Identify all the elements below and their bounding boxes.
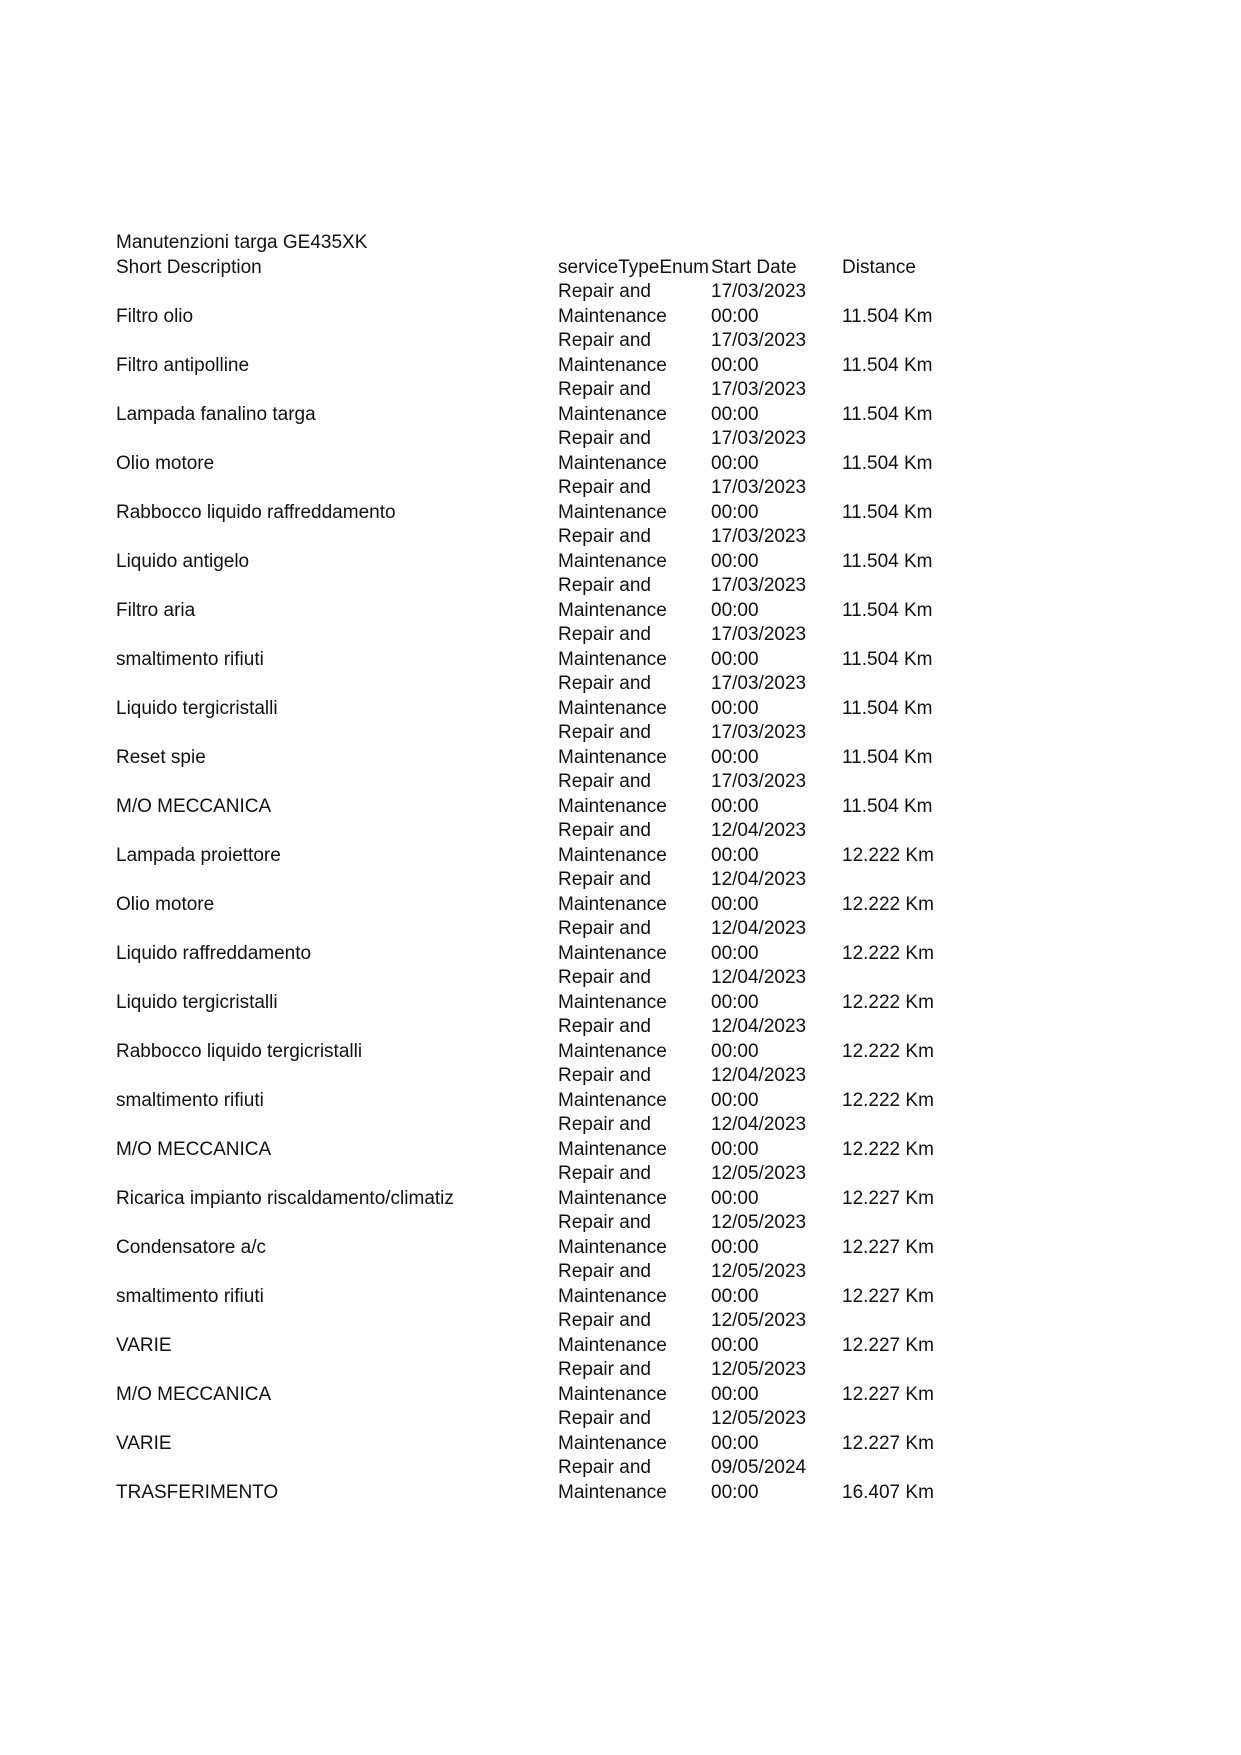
- short-description: VARIE: [116, 1432, 172, 1454]
- service-type-line2: Maintenance: [558, 1138, 667, 1160]
- start-date-day: 12/04/2023: [711, 869, 807, 890]
- table-row: [116, 819, 1016, 868]
- distance-value: 11.504 Km: [842, 501, 933, 523]
- service-type-line1: Repair and: [558, 1261, 651, 1282]
- short-description: Liquido tergicristalli: [116, 697, 278, 719]
- distance-value: 12.227 Km: [842, 1334, 934, 1356]
- start-date-day: 12/04/2023: [711, 967, 807, 988]
- service-type-line1: Repair and: [558, 330, 651, 351]
- table-row: [116, 1260, 1016, 1309]
- table-row-lower-line: [116, 1481, 1016, 1506]
- distance-value: 12.222 Km: [842, 1040, 934, 1062]
- distance-value: 11.504 Km: [842, 354, 933, 376]
- start-date-time: 00:00: [711, 354, 759, 376]
- table-row-lower-line: [116, 452, 1016, 477]
- start-date-day: 12/05/2023: [711, 1359, 807, 1380]
- table-row-upper-line: [116, 1260, 1016, 1285]
- start-date-day: 17/03/2023: [711, 673, 807, 694]
- short-description: Condensatore a/c: [116, 1236, 266, 1258]
- table-row: [116, 966, 1016, 1015]
- start-date-day: 17/03/2023: [711, 428, 807, 449]
- start-date-time: 00:00: [711, 501, 759, 523]
- table-row-lower-line: [116, 1383, 1016, 1408]
- service-type-line1: Repair and: [558, 281, 651, 302]
- service-type-line1: Repair and: [558, 624, 651, 645]
- start-date-day: 12/04/2023: [711, 1114, 807, 1135]
- service-type-line1: Repair and: [558, 1212, 651, 1233]
- distance-value: 12.227 Km: [842, 1432, 934, 1454]
- table-row-lower-line: [116, 697, 1016, 722]
- table-row-upper-line: [116, 770, 1016, 795]
- distance-value: 11.504 Km: [842, 452, 933, 474]
- table-row: [116, 525, 1016, 574]
- table-row-lower-line: [116, 305, 1016, 330]
- start-date-day: 17/03/2023: [711, 722, 807, 743]
- distance-value: 12.222 Km: [842, 844, 934, 866]
- table-row: [116, 868, 1016, 917]
- table-row-lower-line: [116, 893, 1016, 918]
- table-row-upper-line: [116, 525, 1016, 550]
- start-date-day: 12/05/2023: [711, 1212, 807, 1233]
- service-type-line2: Maintenance: [558, 1481, 667, 1503]
- start-date-day: 17/03/2023: [711, 379, 807, 400]
- table-row-upper-line: [116, 1358, 1016, 1383]
- table-row: [116, 1309, 1016, 1358]
- service-type-line2: Maintenance: [558, 305, 667, 327]
- service-type-line1: Repair and: [558, 1065, 651, 1086]
- table-row-upper-line: [116, 623, 1016, 648]
- start-date-day: 12/04/2023: [711, 918, 807, 939]
- short-description: Ricarica impianto riscaldamento/climatiz: [116, 1187, 454, 1209]
- table-row-upper-line: [116, 427, 1016, 452]
- start-date-day: 17/03/2023: [711, 330, 807, 351]
- short-description: Rabbocco liquido tergicristalli: [116, 1040, 363, 1062]
- start-date-day: 17/03/2023: [711, 771, 807, 792]
- short-description: Liquido tergicristalli: [116, 991, 278, 1013]
- start-date-time: 00:00: [711, 893, 759, 915]
- table-row: [116, 672, 1016, 721]
- distance-value: 11.504 Km: [842, 746, 933, 768]
- table-row: [116, 1113, 1016, 1162]
- short-description: smaltimento rifiuti: [116, 1089, 264, 1111]
- distance-value: 11.504 Km: [842, 648, 933, 670]
- short-description: Olio motore: [116, 893, 215, 915]
- table-row: [116, 476, 1016, 525]
- short-description: Olio motore: [116, 452, 215, 474]
- short-description: VARIE: [116, 1334, 172, 1356]
- table-row-lower-line: [116, 1236, 1016, 1261]
- start-date-time: 00:00: [711, 1138, 759, 1160]
- service-type-line1: Repair and: [558, 526, 651, 547]
- table-header-row: [116, 256, 1016, 281]
- table-row: [116, 378, 1016, 427]
- service-type-line2: Maintenance: [558, 648, 667, 670]
- service-type-line2: Maintenance: [558, 844, 667, 866]
- table-row: [116, 917, 1016, 966]
- distance-value: 11.504 Km: [842, 599, 933, 621]
- start-date-time: 00:00: [711, 1334, 759, 1356]
- service-type-line1: Repair and: [558, 1457, 651, 1478]
- distance-value: 12.222 Km: [842, 1089, 934, 1111]
- short-description: Reset spie: [116, 746, 206, 768]
- service-type-line2: Maintenance: [558, 599, 667, 621]
- short-description: Filtro antipolline: [116, 354, 250, 376]
- header-start-date: Start Date: [711, 256, 797, 278]
- short-description: M/O MECCANICA: [116, 1138, 272, 1160]
- table-row-lower-line: [116, 844, 1016, 869]
- table-row-lower-line: [116, 942, 1016, 967]
- service-type-line1: Repair and: [558, 1163, 651, 1184]
- distance-value: 11.504 Km: [842, 795, 933, 817]
- short-description: Lampada proiettore: [116, 844, 281, 866]
- service-type-line1: Repair and: [558, 477, 651, 498]
- maintenance-records: [116, 280, 1016, 1505]
- table-row-lower-line: [116, 1334, 1016, 1359]
- table-row-upper-line: [116, 868, 1016, 893]
- start-date-time: 00:00: [711, 1089, 759, 1111]
- service-type-line1: Repair and: [558, 967, 651, 988]
- service-type-line1: Repair and: [558, 722, 651, 743]
- distance-value: 12.222 Km: [842, 991, 934, 1013]
- table-row-lower-line: [116, 746, 1016, 771]
- distance-value: 12.222 Km: [842, 942, 934, 964]
- short-description: TRASFERIMENTO: [116, 1481, 279, 1503]
- table-row: [116, 1015, 1016, 1064]
- distance-value: 11.504 Km: [842, 550, 933, 572]
- start-date-day: 12/04/2023: [711, 1016, 807, 1037]
- distance-value: 12.222 Km: [842, 893, 934, 915]
- start-date-day: 17/03/2023: [711, 477, 807, 498]
- table-row-upper-line: [116, 574, 1016, 599]
- service-type-line1: Repair and: [558, 379, 651, 400]
- service-type-line2: Maintenance: [558, 1236, 667, 1258]
- start-date-time: 00:00: [711, 452, 759, 474]
- table-row-upper-line: [116, 1113, 1016, 1138]
- start-date-day: 12/05/2023: [711, 1310, 807, 1331]
- start-date-time: 00:00: [711, 942, 759, 964]
- service-type-line2: Maintenance: [558, 1285, 667, 1307]
- table-row-upper-line: [116, 476, 1016, 501]
- service-type-line2: Maintenance: [558, 893, 667, 915]
- service-type-line1: Repair and: [558, 673, 651, 694]
- table-row-upper-line: [116, 1162, 1016, 1187]
- start-date-time: 00:00: [711, 1040, 759, 1062]
- start-date-time: 00:00: [711, 844, 759, 866]
- table-row-upper-line: [116, 1064, 1016, 1089]
- table-row-upper-line: [116, 819, 1016, 844]
- service-type-line2: Maintenance: [558, 1040, 667, 1062]
- table-row-lower-line: [116, 550, 1016, 575]
- start-date-day: 12/04/2023: [711, 1065, 807, 1086]
- table-row-lower-line: [116, 1138, 1016, 1163]
- table-row-upper-line: [116, 966, 1016, 991]
- table-row-lower-line: [116, 501, 1016, 526]
- service-type-line1: Repair and: [558, 428, 651, 449]
- table-row: [116, 1064, 1016, 1113]
- service-type-line1: Repair and: [558, 1114, 651, 1135]
- start-date-day: 17/03/2023: [711, 624, 807, 645]
- service-type-line1: Repair and: [558, 1408, 651, 1429]
- service-type-line2: Maintenance: [558, 550, 667, 572]
- start-date-time: 00:00: [711, 1383, 759, 1405]
- table-row-upper-line: [116, 1407, 1016, 1432]
- distance-value: 12.227 Km: [842, 1236, 934, 1258]
- distance-value: 12.227 Km: [842, 1285, 934, 1307]
- table-row: [116, 770, 1016, 819]
- table-row: [116, 623, 1016, 672]
- service-type-line1: Repair and: [558, 575, 651, 596]
- document-title-row: [116, 231, 1016, 256]
- header-distance: Distance: [842, 256, 916, 278]
- short-description: smaltimento rifiuti: [116, 648, 264, 670]
- table-row-upper-line: [116, 721, 1016, 746]
- table-row: [116, 1162, 1016, 1211]
- table-row: [116, 329, 1016, 378]
- distance-value: 11.504 Km: [842, 697, 933, 719]
- start-date-time: 00:00: [711, 1432, 759, 1454]
- table-row-lower-line: [116, 1187, 1016, 1212]
- service-type-line2: Maintenance: [558, 1432, 667, 1454]
- table-row-lower-line: [116, 1432, 1016, 1457]
- short-description: Liquido antigelo: [116, 550, 250, 572]
- start-date-day: 12/05/2023: [711, 1261, 807, 1282]
- document-title: Manutenzioni targa GE435XK: [116, 232, 368, 253]
- header-short-description: Short Description: [116, 256, 262, 278]
- table-row: [116, 427, 1016, 476]
- service-type-line2: Maintenance: [558, 403, 667, 425]
- start-date-time: 00:00: [711, 991, 759, 1013]
- distance-value: 12.222 Km: [842, 1138, 934, 1160]
- distance-value: 12.227 Km: [842, 1383, 934, 1405]
- table-row-upper-line: [116, 917, 1016, 942]
- start-date-day: 12/05/2023: [711, 1408, 807, 1429]
- service-type-line2: Maintenance: [558, 354, 667, 376]
- table-row-lower-line: [116, 354, 1016, 379]
- table-row-upper-line: [116, 329, 1016, 354]
- short-description: M/O MECCANICA: [116, 795, 272, 817]
- service-type-line2: Maintenance: [558, 1334, 667, 1356]
- short-description: smaltimento rifiuti: [116, 1285, 264, 1307]
- table-row-lower-line: [116, 403, 1016, 428]
- start-date-time: 00:00: [711, 795, 759, 817]
- short-description: Filtro aria: [116, 599, 196, 621]
- start-date-day: 17/03/2023: [711, 575, 807, 596]
- table-row-upper-line: [116, 1211, 1016, 1236]
- start-date-time: 00:00: [711, 697, 759, 719]
- start-date-time: 00:00: [711, 1285, 759, 1307]
- service-type-line1: Repair and: [558, 918, 651, 939]
- distance-value: 11.504 Km: [842, 403, 933, 425]
- table-row-lower-line: [116, 795, 1016, 820]
- start-date-time: 00:00: [711, 648, 759, 670]
- table-row-lower-line: [116, 599, 1016, 624]
- service-type-line1: Repair and: [558, 1359, 651, 1380]
- start-date-time: 00:00: [711, 550, 759, 572]
- table-row-upper-line: [116, 1309, 1016, 1334]
- short-description: Liquido raffreddamento: [116, 942, 312, 964]
- service-type-line1: Repair and: [558, 771, 651, 792]
- start-date-day: 17/03/2023: [711, 526, 807, 547]
- table-row-upper-line: [116, 280, 1016, 305]
- start-date-time: 00:00: [711, 305, 759, 327]
- table-row: [116, 1358, 1016, 1407]
- start-date-time: 00:00: [711, 1187, 759, 1209]
- start-date-day: 17/03/2023: [711, 281, 807, 302]
- service-type-line2: Maintenance: [558, 1089, 667, 1111]
- service-type-line2: Maintenance: [558, 1383, 667, 1405]
- start-date-time: 00:00: [711, 1481, 759, 1503]
- short-description: Filtro olio: [116, 305, 194, 327]
- distance-value: 11.504 Km: [842, 305, 933, 327]
- service-type-line2: Maintenance: [558, 942, 667, 964]
- table-row: [116, 1211, 1016, 1260]
- table-row: [116, 721, 1016, 770]
- short-description: M/O MECCANICA: [116, 1383, 272, 1405]
- service-type-line1: Repair and: [558, 820, 651, 841]
- short-description: Lampada fanalino targa: [116, 403, 316, 425]
- table-row-lower-line: [116, 1040, 1016, 1065]
- start-date-day: 12/05/2023: [711, 1163, 807, 1184]
- table-row: [116, 280, 1016, 329]
- start-date-day: 09/05/2024: [711, 1457, 807, 1478]
- service-type-line2: Maintenance: [558, 991, 667, 1013]
- start-date-time: 00:00: [711, 1236, 759, 1258]
- service-type-line1: Repair and: [558, 1310, 651, 1331]
- table-row: [116, 1456, 1016, 1505]
- service-type-line2: Maintenance: [558, 1187, 667, 1209]
- table-row-upper-line: [116, 1015, 1016, 1040]
- table-row-lower-line: [116, 1285, 1016, 1310]
- header-service-type: serviceTypeEnum: [558, 256, 710, 278]
- start-date-time: 00:00: [711, 746, 759, 768]
- short-description: Rabbocco liquido raffreddamento: [116, 501, 396, 523]
- table-row-lower-line: [116, 648, 1016, 673]
- service-type-line2: Maintenance: [558, 501, 667, 523]
- start-date-time: 00:00: [711, 403, 759, 425]
- service-type-line1: Repair and: [558, 869, 651, 890]
- maintenance-sheet: [116, 231, 1016, 1505]
- service-type-line2: Maintenance: [558, 746, 667, 768]
- distance-value: 12.227 Km: [842, 1187, 934, 1209]
- service-type-line2: Maintenance: [558, 795, 667, 817]
- table-row: [116, 574, 1016, 623]
- start-date-day: 12/04/2023: [711, 820, 807, 841]
- service-type-line2: Maintenance: [558, 697, 667, 719]
- service-type-line1: Repair and: [558, 1016, 651, 1037]
- start-date-time: 00:00: [711, 599, 759, 621]
- table-row-upper-line: [116, 1456, 1016, 1481]
- table-row-upper-line: [116, 672, 1016, 697]
- distance-value: 16.407 Km: [842, 1481, 934, 1503]
- table-row-lower-line: [116, 1089, 1016, 1114]
- service-type-line2: Maintenance: [558, 452, 667, 474]
- table-row-lower-line: [116, 991, 1016, 1016]
- table-row: [116, 1407, 1016, 1456]
- table-row-upper-line: [116, 378, 1016, 403]
